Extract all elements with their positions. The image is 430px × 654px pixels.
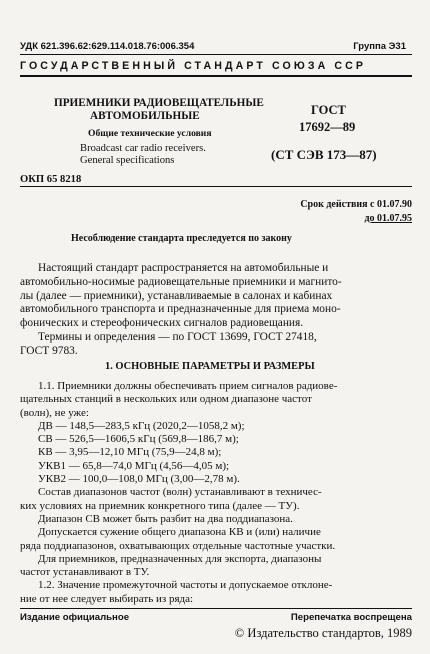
intro-line: Термины и определения — по ГОСТ 13699, ГОСТ 27418, xyxy=(38,330,317,343)
udc-code: УДК 621.396.62:629.114.018.76:006.354 xyxy=(20,41,195,52)
section-line: 1.1. Приемники должны обеспечивать прием сигналов радиове- xyxy=(38,380,338,392)
range-kv: КВ — 3,95—12,10 МГц (75,9—24,8 м); xyxy=(38,446,222,459)
title-block-rule xyxy=(20,186,412,187)
footer-rule xyxy=(20,608,412,609)
title-line-2: АВТОМОБИЛЬНЫЕ xyxy=(90,110,200,122)
banner-rule xyxy=(20,75,412,77)
section-line: 1.2. Значение промежуточной частоты и допускаемое отклоне- xyxy=(38,579,333,592)
section-line: щательных станций в нескольких или одном диапазоне частот xyxy=(20,393,312,406)
intro-line: автомобильного транспорта и предназначенные для приема моно- xyxy=(20,303,341,316)
section-1-heading: 1. ОСНОВНЫЕ ПАРАМЕТРЫ И РАЗМЕРЫ xyxy=(105,361,315,372)
intro-line: лы (далее — приемники), устанавливаемые в салонах и кабинах xyxy=(20,289,333,302)
okp-code: ОКП 65 8218 xyxy=(20,174,82,185)
subtitle: Общие технические условия xyxy=(88,128,212,139)
group-code: Группа Э31 xyxy=(353,41,406,52)
validity-start: Срок действия с 01.07.90 xyxy=(300,199,412,210)
range-dv: ДВ — 148,5—283,5 кГц (2020,2—1058,2 м); xyxy=(38,419,245,432)
st-sev-number: (СТ СЭВ 173—87) xyxy=(271,147,377,162)
section-line: ких условиях на приемник конкретного типа (далее — ТУ). xyxy=(20,499,300,512)
intro-line: автомобильно-носимые радиовещательные приемники и магнито- xyxy=(20,275,342,288)
gost-label: ГОСТ xyxy=(311,103,346,117)
intro-line: ГОСТ 9783. xyxy=(20,344,78,357)
range-ukv2: УКВ2 — 100,0—108,0 МГц (3,00—2,78 м). xyxy=(38,473,240,486)
intro-line: фонических и стереофонических сигналов радиовещания. xyxy=(20,317,304,330)
reprint-prohibited: Перепечатка воспрещена xyxy=(290,612,412,623)
section-line: Диапазон СВ может быть разбит на два поддиапазона. xyxy=(38,512,293,525)
range-ukv1: УКВ1 — 65,8—74,0 МГц (4,56—4,05 м); xyxy=(38,459,230,472)
section-line: ряда поддиапазонов, охватывающих отдельные частотные участки. xyxy=(20,539,336,552)
range-sv: СВ — 526,5—1606,5 кГц (569,8—186,7 м); xyxy=(38,433,239,446)
section-1-text xyxy=(20,380,412,606)
intro-line: Настоящий стандарт распространяется на автомобильные и xyxy=(38,262,329,274)
title-line-1: ПРИЕМНИКИ РАДИОВЕЩАТЕЛЬНЫЕ xyxy=(54,97,264,109)
copyright: © Издательство стандартов, 1989 xyxy=(234,626,412,640)
section-line: (волн), не уже: xyxy=(20,406,89,419)
section-line: Для приемников, предназначенных для экспорта, диапазоны xyxy=(38,552,322,565)
section-line: частот устанавливают в ТУ. xyxy=(20,566,150,579)
top-rule xyxy=(20,54,412,55)
english-title-line-1: Broadcast car radio receivers. xyxy=(80,143,206,154)
section-line: Допускается сужение общего диапазона КВ и (или) наличие xyxy=(38,526,321,539)
gost-number: 17692—89 xyxy=(299,120,356,134)
state-standard-banner: ГОСУДАРСТВЕННЫЙ СТАНДАРТ СОЮЗА ССР xyxy=(20,60,367,72)
english-title-line-2: General specifications xyxy=(80,155,175,166)
prosecution-notice: Несоблюдение стандарта преследуется по закону xyxy=(71,233,292,244)
section-line: Состав диапазонов частот (волн) устанавливают в техничес- xyxy=(38,486,322,499)
official-edition: Издание официальное xyxy=(20,612,130,623)
intro-text xyxy=(20,262,412,359)
validity-end: до 01.07.95 xyxy=(364,213,412,224)
section-line: ние от нее следует выбирать из ряда: xyxy=(20,592,194,605)
